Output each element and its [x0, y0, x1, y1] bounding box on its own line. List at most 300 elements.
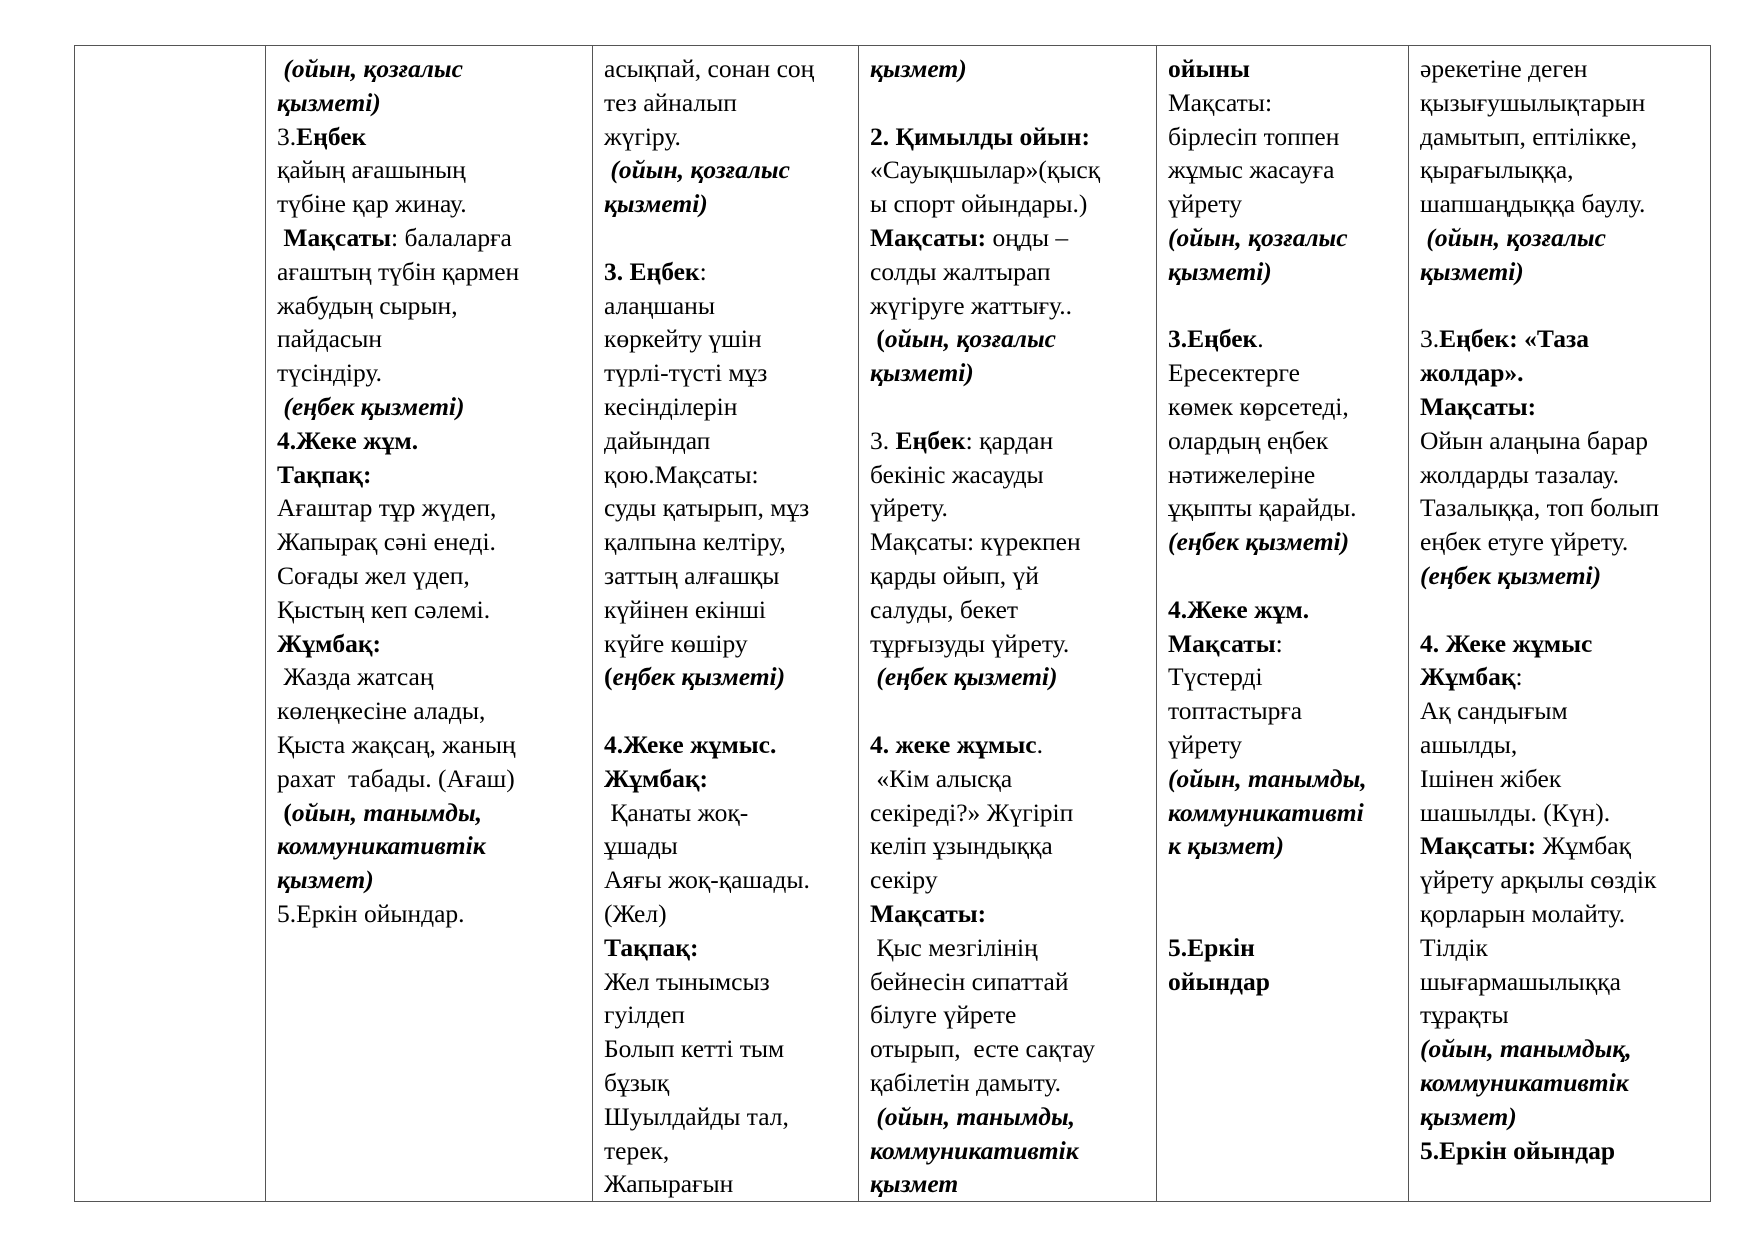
- text-line: [604, 829, 852, 863]
- text-run: үйрету: [1168, 189, 1243, 219]
- text-run: (: [870, 324, 885, 354]
- text-run: ашылды,: [1420, 729, 1518, 759]
- text-run: : балаларға: [391, 222, 512, 252]
- text-run: ойындар: [1168, 966, 1270, 996]
- text-line: [604, 289, 852, 323]
- text-run: тұрақты: [1420, 1000, 1509, 1030]
- text-run: қызмет): [1420, 1101, 1517, 1131]
- text-run: пайдасын: [277, 324, 383, 354]
- text-run: секіру: [870, 865, 938, 895]
- text-run: үйрету: [1168, 729, 1243, 759]
- text-run: дамытып, ептілікке,: [1420, 121, 1638, 151]
- text-line: [1420, 1100, 1704, 1134]
- text-run: оңды –: [986, 222, 1069, 252]
- text-run: көлеңкесіне алады,: [277, 696, 486, 726]
- text-line: [1168, 829, 1402, 863]
- text-run: қызығушылықтарын: [1420, 87, 1646, 117]
- text-line: [870, 86, 1150, 120]
- text-line: [870, 897, 1150, 931]
- text-run: Ойын алаңына барар: [1420, 425, 1649, 455]
- text-run: рахат табады. (Ағаш): [277, 763, 515, 793]
- text-line: [277, 356, 586, 390]
- text-run: Тілдік: [1420, 932, 1488, 962]
- text-run: отырып, есте сақтау: [870, 1034, 1096, 1064]
- text-line: [1420, 796, 1704, 830]
- text-run: коммуникативті: [1168, 797, 1364, 827]
- text-line: [604, 1134, 852, 1168]
- text-line: [277, 694, 586, 728]
- text-run: .: [1036, 729, 1043, 759]
- text-line: [277, 829, 586, 863]
- text-run: білуге үйрете: [870, 1000, 1017, 1030]
- text-line: [277, 559, 586, 593]
- text-line: [1168, 525, 1402, 559]
- text-run: түрлі-түсті мұз: [604, 358, 768, 388]
- text-run: (ойын, танымдық,: [1420, 1034, 1632, 1064]
- text-run: Қыста жақсаң, жаның: [277, 729, 516, 759]
- text-run: солды жалтырап: [870, 256, 1051, 286]
- text-run: Соғады жел үдеп,: [277, 560, 470, 590]
- text-run: шашылды. (Күн).: [1420, 797, 1611, 827]
- text-run: Қанаты жоқ-: [604, 797, 749, 827]
- text-line: [870, 931, 1150, 965]
- text-line: [277, 187, 586, 221]
- text-run: асықпай, сонан соң: [604, 54, 815, 83]
- text-line: [604, 931, 852, 965]
- text-run: (ойын, қозғалыс: [1420, 222, 1606, 252]
- text-line: [1168, 762, 1402, 796]
- text-line: [604, 1167, 852, 1201]
- text-line: [604, 796, 852, 830]
- text-line: [604, 86, 852, 120]
- text-line: [1420, 1032, 1704, 1066]
- text-line: [277, 424, 586, 458]
- text-line: [604, 694, 852, 728]
- text-run: коммуникативтік: [870, 1135, 1079, 1165]
- text-run: түбіне қар жинау.: [277, 189, 467, 219]
- text-run: (ойын, танымды,: [1168, 763, 1367, 793]
- text-run: Жел тынымсыз: [604, 966, 770, 996]
- text-line: [604, 525, 852, 559]
- text-run: Болып кетті тым: [604, 1034, 785, 1064]
- text-run: :: [699, 256, 707, 286]
- text-line: [277, 322, 586, 356]
- text-line: [870, 998, 1150, 1032]
- text-line: [870, 627, 1150, 661]
- text-run: Жұмбақ: [1536, 831, 1631, 861]
- text-run: (еңбек қызметі): [870, 662, 1058, 692]
- text-line: [870, 559, 1150, 593]
- text-run: күйінен екінші: [604, 594, 767, 624]
- text-line: [604, 322, 852, 356]
- text-run: жүгіру.: [604, 121, 681, 151]
- plan-table: [74, 45, 1711, 1202]
- text-line: [604, 559, 852, 593]
- table-cell-col2: [266, 46, 593, 1202]
- text-run: Мақсаты:: [1420, 831, 1537, 861]
- text-line: [1420, 255, 1704, 289]
- text-run: Мақсаты:: [1168, 87, 1273, 117]
- text-run: Жапырағын: [604, 1169, 734, 1199]
- text-line: [277, 153, 586, 187]
- text-line: [277, 897, 586, 931]
- text-line: [870, 694, 1150, 728]
- text-line: [604, 1066, 852, 1100]
- text-line: [1420, 390, 1704, 424]
- text-line: [277, 525, 586, 559]
- text-run: шапшаңдыққа баулу.: [1420, 189, 1646, 219]
- text-run: шығармашылыққа: [1420, 966, 1621, 996]
- text-run: 4. жеке жұмыс: [870, 729, 1037, 759]
- text-run: нәтижелеріне: [1168, 459, 1316, 489]
- text-run: (: [277, 797, 292, 827]
- text-run: (еңбек қызметі): [1168, 527, 1350, 557]
- text-line: [1168, 694, 1402, 728]
- text-run: 5.Еркін: [1168, 932, 1255, 962]
- text-run: :: [1515, 662, 1523, 692]
- text-line: [1168, 221, 1402, 255]
- text-run: коммуникативтік: [1420, 1067, 1629, 1097]
- text-run: Қыс мезгілінің: [870, 932, 1038, 962]
- text-run: қорларын молайту.: [1420, 898, 1626, 928]
- text-line: [1420, 965, 1704, 999]
- text-run: Мақсаты: күрекпен: [870, 527, 1081, 557]
- text-line: [870, 491, 1150, 525]
- text-line: [277, 86, 586, 120]
- text-run: коммуникативтік: [277, 831, 486, 861]
- text-line: [604, 1032, 852, 1066]
- text-run: келіп ұзындыққа: [870, 831, 1053, 861]
- text-line: [277, 390, 586, 424]
- text-line: [1420, 593, 1704, 627]
- text-line: [1420, 289, 1704, 323]
- text-run: олардың еңбек: [1168, 425, 1329, 455]
- text-run: қызметі): [1168, 256, 1272, 286]
- text-line: [604, 728, 852, 762]
- text-line: [277, 221, 586, 255]
- text-run: еңбек қызметі): [612, 662, 786, 692]
- text-line: [604, 52, 852, 86]
- text-line: [1168, 458, 1402, 492]
- table-cell-col6: [1409, 46, 1711, 1202]
- text-line: [1420, 762, 1704, 796]
- text-run: гуілдеп: [604, 1000, 685, 1030]
- text-line: [277, 762, 586, 796]
- text-line: [1420, 931, 1704, 965]
- text-run: (Жел): [604, 898, 667, 928]
- text-run: Жұмбақ:: [604, 763, 709, 793]
- text-run: Түстерді: [1168, 662, 1263, 692]
- text-line: [870, 1032, 1150, 1066]
- text-line: [277, 660, 586, 694]
- text-line: [870, 458, 1150, 492]
- text-line: [1420, 660, 1704, 694]
- text-line: [870, 863, 1150, 897]
- text-run: 5.Еркін ойындар.: [277, 898, 465, 928]
- text-run: қою.Мақсаты:: [604, 459, 759, 489]
- text-line: [1420, 458, 1704, 492]
- text-run: қарды ойып, үй: [870, 560, 1039, 590]
- text-line: [604, 187, 852, 221]
- text-run: еңбек етуге үйрету.: [1420, 527, 1629, 557]
- text-run: жабудың сырын,: [277, 290, 458, 320]
- text-line: [1168, 255, 1402, 289]
- text-run: ұқыпты қарайды.: [1168, 493, 1357, 523]
- text-run: қайың ағашының: [277, 155, 466, 185]
- table-row: [75, 46, 1711, 1202]
- text-run: Қыстың кеп сәлемі.: [277, 594, 491, 624]
- text-line: [277, 289, 586, 323]
- text-line: [1420, 221, 1704, 255]
- text-line: [1168, 559, 1402, 593]
- text-line: [870, 289, 1150, 323]
- text-run: 4. Жеке жұмыс: [1420, 628, 1593, 658]
- text-line: [870, 829, 1150, 863]
- text-run: Мақсаты: [277, 222, 392, 252]
- text-line: [277, 491, 586, 525]
- text-run: секіреді?» Жүгіріп: [870, 797, 1074, 827]
- text-run: дайындап: [604, 425, 711, 455]
- text-line: [604, 965, 852, 999]
- text-line: [1420, 829, 1704, 863]
- text-run: Шуылдайды тал,: [604, 1101, 789, 1131]
- text-line: [1420, 728, 1704, 762]
- text-run: ағаштың түбін қармен: [277, 256, 520, 286]
- text-line: [1168, 120, 1402, 154]
- text-run: қызмет): [277, 865, 374, 895]
- text-line: [1420, 491, 1704, 525]
- text-line: [1168, 289, 1402, 323]
- text-line: [1420, 356, 1704, 390]
- text-line: [277, 627, 586, 661]
- text-run: к қызмет): [1168, 831, 1285, 861]
- text-run: бейнесін сипаттай: [870, 966, 1069, 996]
- text-line: [604, 1100, 852, 1134]
- text-run: бекініс жасауды: [870, 459, 1044, 489]
- text-line: [1168, 153, 1402, 187]
- text-run: жолдарды тазалау.: [1420, 459, 1620, 489]
- text-run: ұшады: [604, 831, 678, 861]
- text-run: қызметі): [1420, 256, 1524, 286]
- text-run: Ағаштар тұр жүдеп,: [277, 493, 497, 523]
- text-run: көмек көрсетеді,: [1168, 391, 1349, 421]
- text-line: [1420, 525, 1704, 559]
- text-line: [1168, 660, 1402, 694]
- text-run: Еңбек: [296, 121, 367, 151]
- text-run: қызмет): [870, 54, 967, 83]
- text-line: [1420, 153, 1704, 187]
- text-line: [1168, 424, 1402, 458]
- text-run: Тақпақ:: [277, 459, 372, 489]
- text-run: Мақсаты: [1168, 628, 1276, 658]
- text-line: [1420, 86, 1704, 120]
- text-line: [604, 356, 852, 390]
- text-line: [604, 863, 852, 897]
- text-run: күйге көшіру: [604, 628, 748, 658]
- text-run: қызметі): [277, 87, 381, 117]
- text-run: 3.Еңбек: [1168, 324, 1258, 354]
- text-run: топтастырға: [1168, 696, 1303, 726]
- text-run: Ересектерге: [1168, 358, 1300, 388]
- text-run: Жұмбақ:: [277, 628, 382, 658]
- text-run: 5.Еркін ойындар: [1420, 1135, 1616, 1165]
- text-run: заттың алғашқы: [604, 560, 780, 590]
- text-run: (ойын, қозғалыс: [277, 54, 463, 83]
- text-run: Тазалыққа, топ болып: [1420, 493, 1660, 523]
- text-run: 3.: [277, 121, 297, 151]
- text-line: [870, 660, 1150, 694]
- text-line: [870, 1167, 1150, 1201]
- text-run: ойын, қозғалыс: [884, 324, 1056, 354]
- text-run: қабілетін дамыту.: [870, 1067, 1062, 1097]
- text-line: [1420, 322, 1704, 356]
- text-line: [1168, 965, 1402, 999]
- text-line: [1168, 52, 1402, 86]
- text-run: тұрғызуды үйрету.: [870, 628, 1070, 658]
- text-run: Мақсаты:: [870, 898, 987, 928]
- text-run: қызметі): [604, 189, 708, 219]
- text-line: [277, 728, 586, 762]
- text-run: Мақсаты:: [1420, 391, 1537, 421]
- text-line: [277, 863, 586, 897]
- text-line: [1420, 1066, 1704, 1100]
- text-line: [604, 998, 852, 1032]
- text-run: алаңшаны: [604, 290, 715, 320]
- text-line: [870, 221, 1150, 255]
- text-line: [604, 458, 852, 492]
- text-run: Аяғы жоқ-қашады.: [604, 865, 810, 895]
- text-run: үйрету.: [870, 493, 948, 523]
- text-run: 2. Қимылды ойын:: [870, 121, 1090, 151]
- text-line: [604, 593, 852, 627]
- text-run: Еңбек: [895, 425, 966, 455]
- text-run: «Сауықшылар»(қысқ: [870, 155, 1101, 185]
- text-line: [1420, 863, 1704, 897]
- text-line: [277, 593, 586, 627]
- text-run: 4.Жеке жұм.: [1168, 594, 1310, 624]
- text-line: [604, 390, 852, 424]
- text-line: [277, 120, 586, 154]
- text-run: салуды, бекет: [870, 594, 1019, 624]
- text-run: ойын, танымды,: [291, 797, 483, 827]
- text-run: Жапырақ сәні енеді.: [277, 527, 496, 557]
- text-run: (ойын, қозғалыс: [1168, 222, 1348, 252]
- text-run: Ақ сандығым: [1420, 696, 1568, 726]
- text-line: [870, 1134, 1150, 1168]
- text-line: [1420, 627, 1704, 661]
- text-run: Жұмбақ: [1420, 662, 1516, 692]
- text-run: .: [1257, 324, 1264, 354]
- text-run: әрекетіне деген: [1420, 54, 1588, 83]
- text-line: [1168, 390, 1402, 424]
- text-line: [1168, 187, 1402, 221]
- text-line: [1168, 863, 1402, 897]
- text-run: Ішінен жібек: [1420, 763, 1562, 793]
- text-line: [1168, 796, 1402, 830]
- text-line: [604, 627, 852, 661]
- text-line: [870, 120, 1150, 154]
- text-run: қызмет: [870, 1169, 959, 1199]
- text-line: [870, 593, 1150, 627]
- text-line: [604, 491, 852, 525]
- text-run: қырағылыққа,: [1420, 155, 1574, 185]
- text-line: [604, 153, 852, 187]
- text-line: [277, 255, 586, 289]
- text-line: [870, 1100, 1150, 1134]
- text-line: [1168, 897, 1402, 931]
- text-line: [1168, 356, 1402, 390]
- text-run: Мақсаты:: [870, 222, 987, 252]
- table-cell-col1: [75, 46, 266, 1202]
- text-run: жолдар».: [1420, 358, 1524, 388]
- text-line: [1420, 187, 1704, 221]
- text-run: жұмыс жасауға: [1168, 155, 1335, 185]
- text-line: [604, 120, 852, 154]
- text-line: [1420, 120, 1704, 154]
- text-line: [1420, 897, 1704, 931]
- text-run: (еңбек қызметі): [277, 391, 465, 421]
- text-line: [870, 187, 1150, 221]
- text-line: [870, 390, 1150, 424]
- text-run: суды қатырып, мұз: [604, 493, 810, 523]
- text-run: Еңбек: «Таза: [1439, 324, 1589, 354]
- text-run: қалпына келтіру,: [604, 527, 786, 557]
- text-run: терек,: [604, 1135, 670, 1165]
- text-run: «Кім алысқа: [870, 763, 1013, 793]
- text-line: [870, 728, 1150, 762]
- text-run: бірлесіп топпен: [1168, 121, 1340, 151]
- text-run: тез айналып: [604, 87, 737, 117]
- text-run: ы спорт ойындары.): [870, 189, 1088, 219]
- text-line: [1168, 593, 1402, 627]
- text-run: жүгіруге жаттығу..: [870, 290, 1072, 320]
- text-line: [870, 52, 1150, 86]
- text-line: [604, 221, 852, 255]
- text-line: [870, 322, 1150, 356]
- text-run: 3.: [870, 425, 896, 455]
- text-run: (: [604, 662, 613, 692]
- text-line: [1168, 728, 1402, 762]
- text-run: (ойын, қозғалыс: [604, 155, 790, 185]
- text-run: Тақпақ:: [604, 932, 699, 962]
- text-line: [1168, 627, 1402, 661]
- text-run: 4.Жеке жұмыс.: [604, 729, 777, 759]
- text-line: [604, 897, 852, 931]
- text-line: [277, 458, 586, 492]
- text-run: (ойын, танымды,: [870, 1101, 1076, 1131]
- text-line: [1168, 931, 1402, 965]
- text-line: [870, 525, 1150, 559]
- table-cell-col5: [1157, 46, 1409, 1202]
- text-run: :: [1275, 628, 1283, 658]
- table-cell-col3: [593, 46, 859, 1202]
- text-line: [604, 762, 852, 796]
- text-line: [1420, 694, 1704, 728]
- text-line: [870, 153, 1150, 187]
- text-line: [870, 1066, 1150, 1100]
- text-line: [604, 424, 852, 458]
- text-line: [870, 356, 1150, 390]
- text-line: [870, 424, 1150, 458]
- text-line: [870, 965, 1150, 999]
- text-line: [277, 796, 586, 830]
- text-run: (еңбек қызметі): [1420, 560, 1602, 590]
- text-run: Жазда жатсаң: [277, 662, 434, 692]
- text-line: [1168, 86, 1402, 120]
- text-line: [1420, 559, 1704, 593]
- text-run: кесінділерін: [604, 391, 738, 421]
- text-run: түсіндіру.: [277, 358, 382, 388]
